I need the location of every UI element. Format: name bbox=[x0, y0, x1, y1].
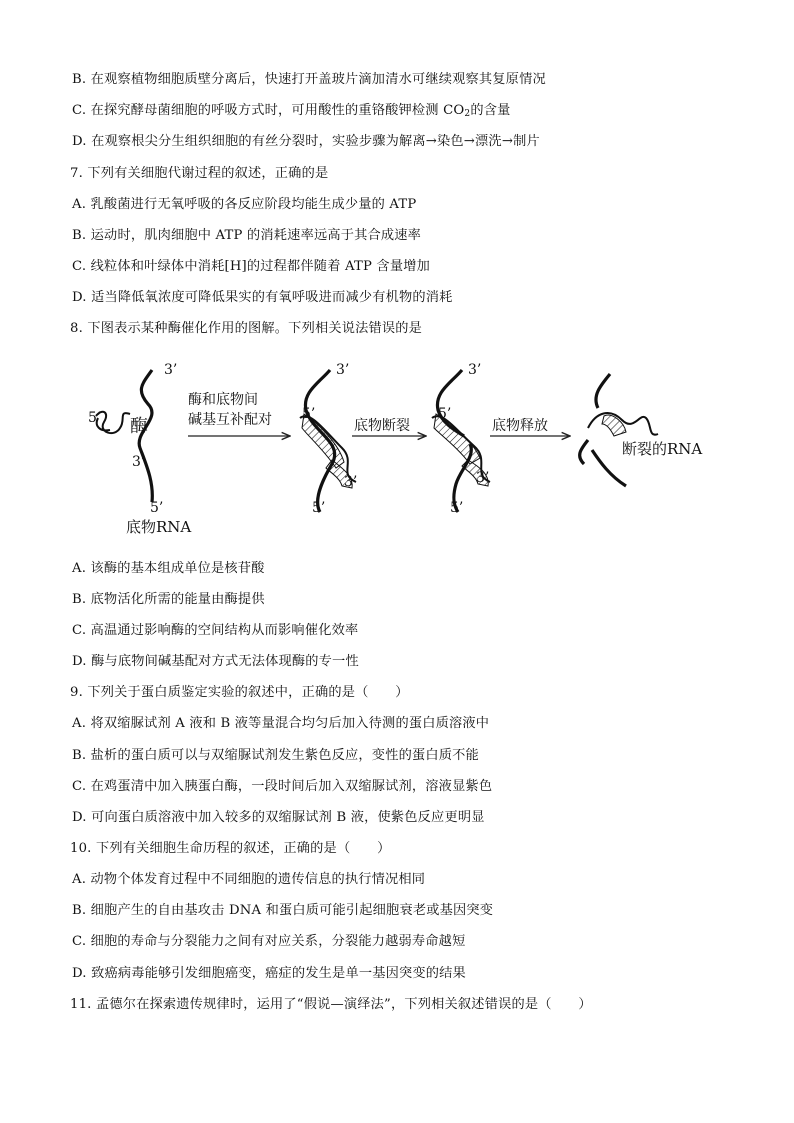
substrate-rna-strand bbox=[596, 374, 610, 408]
step-1-label: 碱基互补配对 bbox=[188, 412, 272, 428]
end-label: 3’ bbox=[344, 474, 358, 490]
option-10a: A. 动物个体发育过程中不同细胞的遗传信息的执行情况相同 bbox=[72, 872, 426, 887]
question-8: 8. 下图表示某种酶催化作用的图解。下列相关说法错误的是 bbox=[70, 321, 423, 336]
option-9a: A. 将双缩脲试剂 A 液和 B 液等量混合均匀后加入待测的蛋白质溶液中 bbox=[72, 716, 490, 731]
enzyme-label: 酶 bbox=[130, 416, 148, 437]
substrate-label: 底物RNA bbox=[126, 518, 192, 536]
step-3-arrow bbox=[490, 417, 570, 436]
question-11: 11. 孟德尔在探索遗传规律时，运用了“假说—演绎法”，下列相关叙述错误的是（ ） bbox=[70, 997, 592, 1012]
option-8b: B. 底物活化所需的能量由酶提供 bbox=[72, 592, 265, 607]
paired-region bbox=[602, 415, 626, 436]
option-9b: B. 盐析的蛋白质可以与双缩脲试剂发生紫色反应，变性的蛋白质不能 bbox=[72, 748, 479, 763]
end-label: 5’ bbox=[302, 406, 316, 422]
step-2-arrow bbox=[352, 417, 426, 436]
option-8c: C. 高温通过影响酶的空间结构从而影响催化效率 bbox=[72, 623, 359, 638]
option-10d: D. 致癌病毒能够引发细胞癌变，癌症的发生是单一基因突变的结果 bbox=[72, 966, 466, 981]
end-label: 3’ bbox=[468, 362, 482, 378]
option-7d: D. 适当降低氧浓度可降低果实的有氧呼吸进而减少有机物的消耗 bbox=[72, 290, 453, 305]
option-8a: A. 该酶的基本组成单位是核苷酸 bbox=[72, 561, 265, 576]
option-9c: C. 在鸡蛋清中加入胰蛋白酶，一段时间后加入双缩脲试剂，溶液显紫色 bbox=[72, 779, 493, 794]
option-7a: A. 乳酸菌进行无氧呼吸的各反应阶段均能生成少量的 ATP bbox=[72, 197, 417, 212]
question-7: 7. 下列有关细胞代谢过程的叙述，正确的是 bbox=[70, 166, 329, 181]
option-7c: C. 线粒体和叶绿体中消耗[H]的过程都伴随着 ATP 含量增加 bbox=[72, 259, 430, 274]
end-label: 5’ bbox=[312, 500, 326, 516]
stage-1 bbox=[88, 362, 191, 536]
end-label: 5’ bbox=[438, 406, 452, 422]
option-10b: B. 细胞产生的自由基攻击 DNA 和蛋白质可能引起细胞衰老或基因突变 bbox=[72, 903, 494, 918]
end-label: 5’ bbox=[150, 500, 164, 516]
end-label: 3’ bbox=[476, 470, 490, 486]
option-7b: B. 运动时，肌肉细胞中 ATP 的消耗速率远高于其合成速率 bbox=[72, 228, 422, 243]
end-label: 5’ bbox=[88, 410, 102, 426]
option-6c: C. 在探究酵母菌细胞的呼吸方式时，可用酸性的重铬酸钾检测 $CO_2$的含量 bbox=[72, 103, 511, 119]
product-label: 断裂的RNA bbox=[622, 440, 703, 458]
step-1-arrow bbox=[188, 391, 290, 436]
question-9: 9. 下列关于蛋白质鉴定实验的叙述中，正确的是（ ） bbox=[70, 685, 409, 700]
end-label: 3’ bbox=[336, 362, 350, 378]
stage-3 bbox=[432, 362, 490, 516]
step-1-label: 酶和底物间 bbox=[188, 392, 258, 408]
stage-4 bbox=[580, 374, 703, 486]
option-9d: D. 可向蛋白质溶液中加入较多的双缩脲试剂 B 液，使紫色反应更明显 bbox=[72, 810, 485, 825]
substrate-rna-strand bbox=[580, 440, 626, 486]
option-10c: C. 细胞的寿命与分裂能力之间有对应关系，分裂能力越弱寿命越短 bbox=[72, 934, 466, 949]
option-6d: D. 在观察根尖分生组织细胞的有丝分裂时，实验步骤为解离→染色→漂洗→制片 bbox=[72, 134, 540, 149]
option-8d: D. 酶与底物间碱基配对方式无法体现酶的专一性 bbox=[72, 654, 359, 669]
step-3-label: 底物释放 bbox=[492, 418, 548, 434]
enzyme-catalysis-diagram bbox=[80, 352, 730, 542]
end-label: 3’ bbox=[164, 362, 178, 378]
stage-2 bbox=[300, 362, 357, 516]
question-10: 10. 下列有关细胞生命历程的叙述，正确的是（ ） bbox=[70, 841, 391, 856]
end-label: 5’ bbox=[450, 500, 464, 516]
step-2-label: 底物断裂 bbox=[354, 418, 410, 434]
end-label: 3’ bbox=[132, 454, 146, 470]
option-6b: B. 在观察植物细胞质壁分离后，快速打开盖玻片滴加清水可继续观察其复原情况 bbox=[72, 72, 546, 87]
paired-region bbox=[302, 414, 344, 468]
